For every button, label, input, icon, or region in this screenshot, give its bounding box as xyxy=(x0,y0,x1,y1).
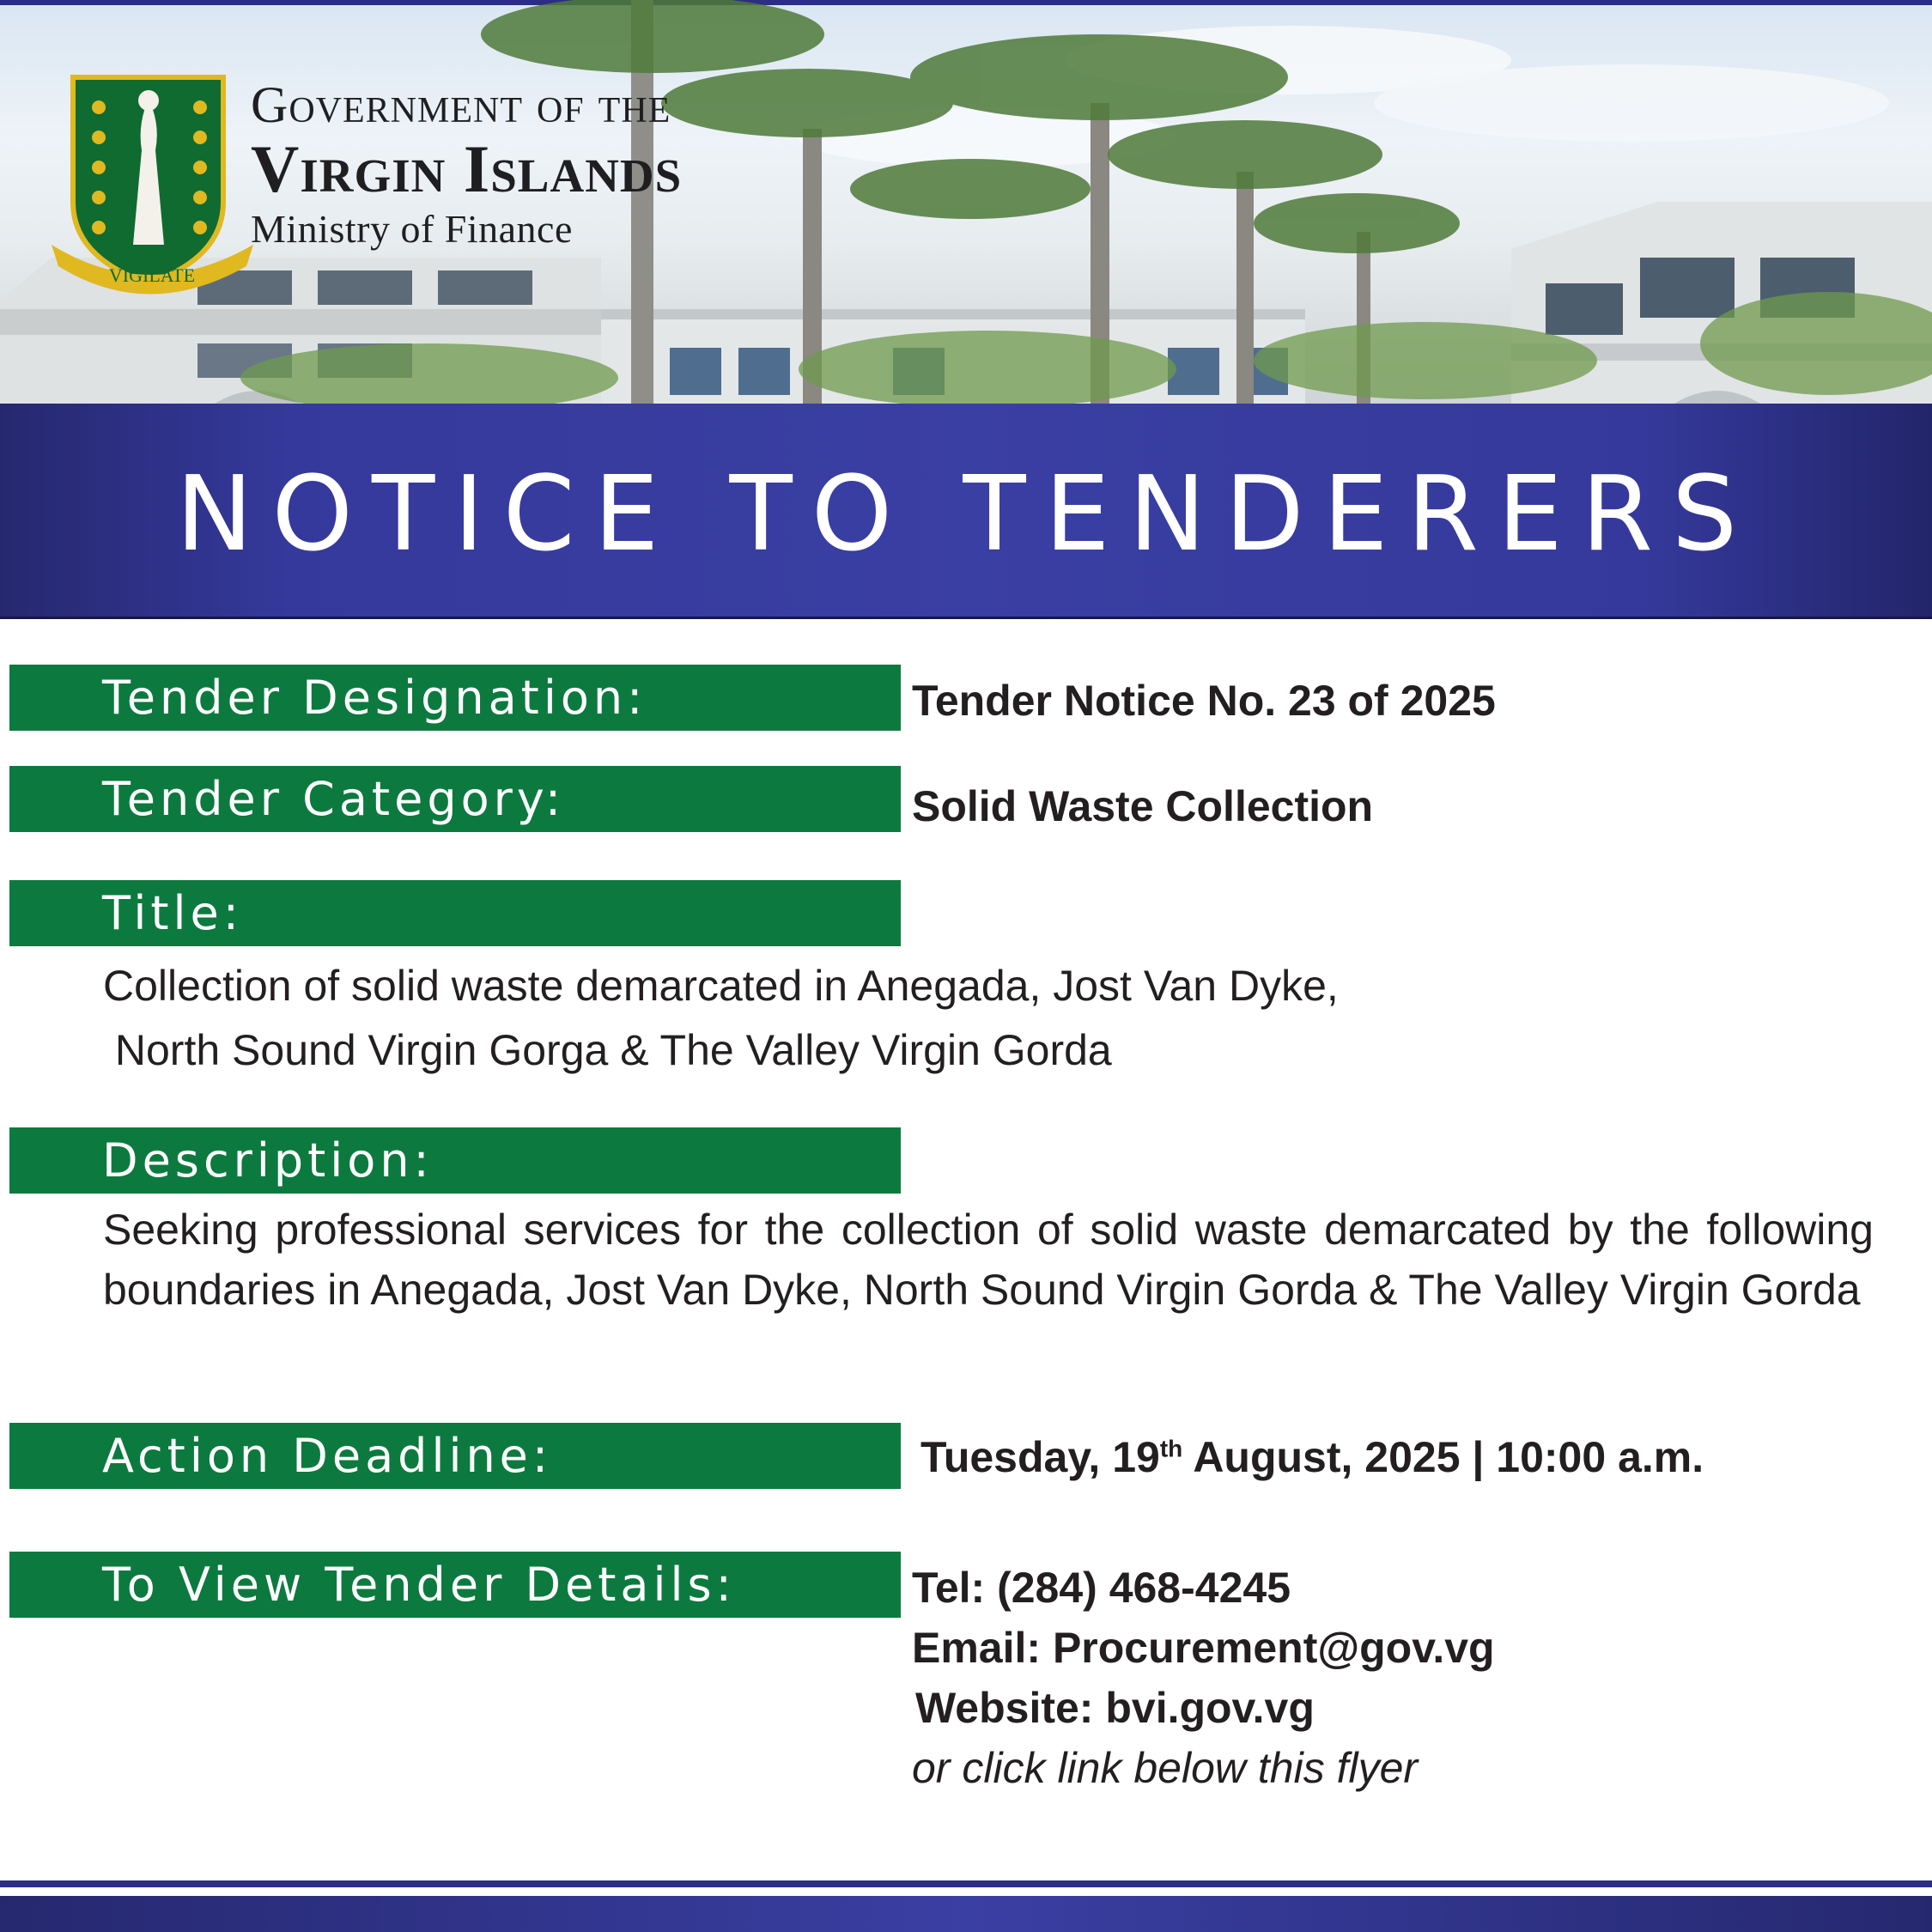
tender-category-value: Solid Waste Collection xyxy=(912,782,1374,830)
tender-designation-label: Tender Designation: xyxy=(9,665,901,731)
footer-band xyxy=(0,1896,1932,1932)
title-line-1: Collection of solid waste demarcated in Anegada, Jost Van Dyke, xyxy=(103,962,1339,1010)
description-label: Description: xyxy=(9,1127,901,1194)
contact-website xyxy=(915,1683,1315,1733)
crest-motto: VIGILATE xyxy=(108,264,196,286)
description-text: Seeking professional services for the collection of solid waste demarcated by the following boundaries in Anegada, Jost Van Dyke, North Sound Virgin Gorda & The Valley Virgin Gorda xyxy=(103,1206,1874,1314)
ministry-name: Ministry of Finance xyxy=(251,207,573,251)
notice-title: NOTICE TO TENDERERS xyxy=(175,454,1757,574)
coat-of-arms-icon xyxy=(47,73,258,296)
header-photo xyxy=(0,0,1932,404)
tender-category-label: Tender Category: xyxy=(9,766,901,832)
title-line-2: North Sound Virgin Gorga & The Valley Virgin Gorda xyxy=(103,1026,1112,1074)
org-line-2: Virgin Islands xyxy=(251,131,683,206)
deadline-month-time: August, 2025 | 10:00 a.m. xyxy=(1182,1433,1704,1481)
tender-designation-value: Tender Notice No. 23 of 2025 xyxy=(912,677,1496,725)
email-value[interactable]: Procurement@gov.vg xyxy=(1041,1624,1495,1672)
title-banner xyxy=(0,404,1932,619)
email-label: Email: xyxy=(912,1624,1042,1672)
title-label: Title: xyxy=(9,880,901,946)
view-details-label: To View Tender Details: xyxy=(9,1552,901,1618)
org-line-1: Government of the xyxy=(251,76,671,133)
deadline-weekday-day: Tuesday, 19 xyxy=(920,1433,1160,1481)
website-value[interactable]: bvi.gov.vg xyxy=(1093,1684,1315,1732)
tel-value[interactable]: (284) 468-4245 xyxy=(985,1564,1291,1612)
website-label: Website: xyxy=(915,1684,1094,1732)
contact-email xyxy=(912,1623,1495,1673)
flyer-link-note: or click link below this flyer xyxy=(912,1744,1419,1792)
government-title xyxy=(251,76,683,251)
action-deadline-label: Action Deadline: xyxy=(9,1423,901,1489)
footer-rule xyxy=(0,1880,1932,1887)
tel-label: Tel: xyxy=(912,1564,986,1612)
action-deadline-value xyxy=(920,1432,1704,1482)
deadline-day-suffix: th xyxy=(1159,1435,1183,1462)
contact-tel xyxy=(912,1563,1291,1613)
